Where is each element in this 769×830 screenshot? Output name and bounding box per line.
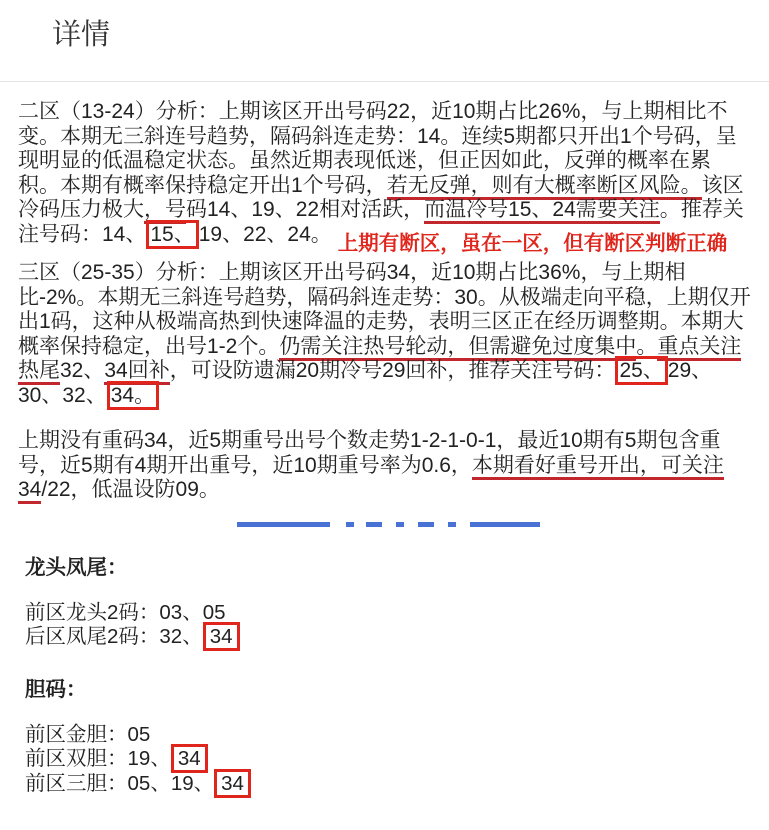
- number-separator: 、: [182, 625, 203, 648]
- pick-number: 19: [170, 771, 194, 795]
- pick-label: 前区龙头2码：: [25, 600, 160, 624]
- boxed-number: 34。: [107, 381, 159, 410]
- analysis-text: 二区（13-24）分析：上期该区开出号码22，近10期占比26%，与上期相比不变。本期无三斜连号趋势，隔码斜连走势：14。连续5期都只开出1个号码，呈现明显的低温稳定状态。虽然近期表现低迷，但正因如此，反弹的概率在累积。本期有概率保持稳定开出1个号码，: [18, 100, 737, 197]
- boxed-pick-number: 34: [203, 622, 240, 651]
- analysis-text: 三区（25-35）分析：上期该区开出号码34，近10期占比36%，与上期相比-2%。本期无三斜连号趋势，隔码斜连走势：30。从极端走向平稳，上期仅开出1码，这种从极端高热到快速降温的走势，表明三区正在经历调整期。本期大概率保持稳定，出号1-2个。: [18, 261, 751, 358]
- boxed-number: 25、: [615, 356, 667, 385]
- number-separator: 、: [182, 600, 203, 624]
- underline-mark: 重点关注热尾: [18, 335, 741, 386]
- analysis-text: ，可设防遗漏20期冷号29回补，推荐关注号码：: [169, 359, 616, 382]
- front-head-row: [25, 601, 769, 626]
- picks-section: [0, 556, 769, 796]
- pick-label: 前区金胆：: [25, 722, 128, 746]
- page-title: 详情: [52, 19, 111, 51]
- section-divider: [0, 522, 769, 528]
- analysis-text: 19、22、24。: [198, 222, 332, 246]
- divider-dash: [396, 522, 404, 527]
- pick-number: 03: [159, 600, 183, 624]
- double-banker-row: [25, 747, 769, 772]
- analysis-text: 上期没有重码34，近5期重号出号个数走势1-2-1-0-1，最近10期有5期包含重号，近5期有4期开出重号，近10期重号率为0.6，: [18, 429, 721, 477]
- article-body: [0, 100, 769, 503]
- pick-number: 05: [127, 722, 151, 746]
- underline-mark: ，号: [144, 198, 186, 224]
- underline-mark: 而温冷号15、24: [424, 198, 576, 224]
- analysis-text: 该区冷码压力极大: [18, 173, 744, 221]
- zone2-analysis: [18, 100, 751, 255]
- repeat-number-analysis: [18, 429, 751, 503]
- gold-banker-row: [25, 723, 769, 748]
- analysis-text: 32、: [60, 359, 105, 382]
- annotation-note: 上期有断区，虽在一区，但有断区判断正确: [337, 231, 728, 255]
- underline-mark: 若无反弹，则有大概率断区风险。: [387, 174, 702, 200]
- analysis-text: 。推荐关注号码：14、: [18, 198, 744, 246]
- pick-label: 前区三胆：: [25, 771, 128, 795]
- number-separator: 、: [193, 771, 215, 795]
- number-separator: 、: [150, 771, 171, 795]
- pick-label: 后区凤尾2码：: [25, 625, 160, 648]
- underline-mark: 仍需关注热号轮动，但需避免过度集中: [279, 335, 636, 361]
- divider-dash: [418, 522, 434, 527]
- banker-heading: 胆码：: [25, 677, 87, 701]
- triple-banker-row: [25, 772, 769, 797]
- pick-number: 32: [159, 625, 183, 648]
- divider-dash: [346, 522, 354, 527]
- app-header: [0, 0, 769, 82]
- number-separator: 、: [150, 747, 171, 770]
- divider-dash: [237, 522, 330, 527]
- zone3-analysis: [18, 261, 751, 408]
- analysis-text: 。: [636, 334, 658, 358]
- pick-number: 05: [127, 771, 151, 795]
- underline-mark: 34回补: [104, 359, 169, 385]
- underline-mark: 34: [18, 478, 41, 504]
- underline-mark: 本期看好重号开出，可关注: [472, 454, 724, 480]
- pick-label: 前区双胆：: [25, 747, 128, 770]
- content-scroll-area[interactable]: [0, 100, 769, 796]
- analysis-text: 码14、19、22相对活跃，: [186, 198, 425, 221]
- pick-number: 05: [202, 600, 226, 624]
- analysis-text: 29、30、32、: [18, 359, 713, 407]
- back-tail-row: [25, 625, 769, 650]
- dragon-tail-heading: 龙头凤尾：: [25, 556, 128, 579]
- divider-dash: [470, 522, 540, 527]
- underline-mark: 需要关注: [576, 198, 660, 224]
- divider-dash: [366, 522, 382, 527]
- pick-number: 19: [127, 747, 151, 770]
- boxed-number: 15、: [146, 220, 198, 249]
- analysis-text: /22，低温设防09。: [41, 478, 220, 501]
- divider-dash: [448, 522, 456, 527]
- boxed-pick-number: 34: [214, 769, 251, 798]
- boxed-pick-number: 34: [171, 744, 208, 773]
